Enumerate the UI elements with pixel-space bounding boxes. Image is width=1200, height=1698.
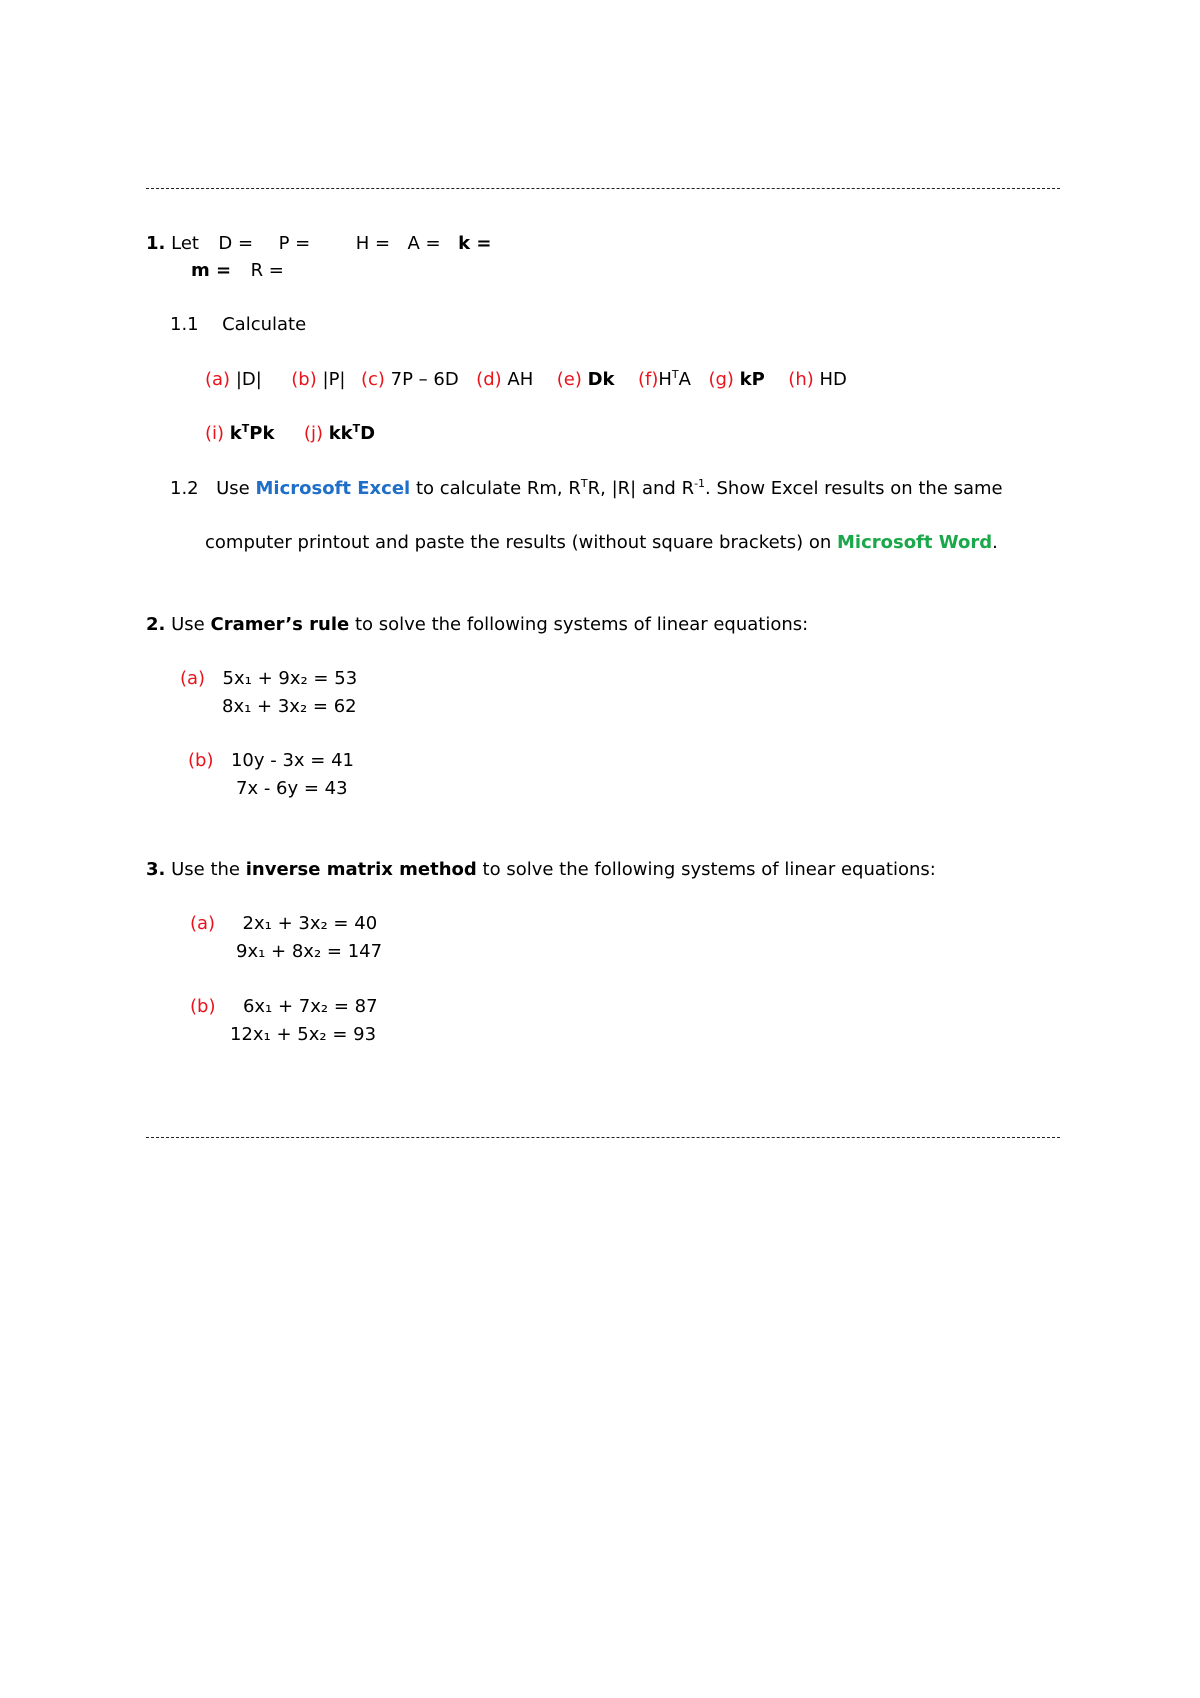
q3-heading — [146, 858, 936, 882]
q3-method: inverse matrix method — [245, 859, 477, 880]
q2-heading — [146, 613, 808, 637]
q3-a-label: (a) — [190, 913, 216, 934]
q2-b-eq1 — [188, 749, 354, 773]
matrix-a-label: A = — [407, 233, 441, 254]
vector-k-label: k = — [458, 233, 492, 254]
section-1-2-use: Use — [216, 478, 250, 499]
q2-a-eq2 — [222, 695, 357, 719]
part-j-tail: D — [360, 423, 376, 444]
part-g-expr: kP — [739, 369, 765, 390]
and-word: and — [641, 478, 676, 499]
vector-m-label: m = — [191, 260, 232, 281]
part-f-expr — [658, 369, 691, 390]
part-d-label: (d) — [476, 369, 502, 390]
q3-a-equation-1: 2x₁ + 3x₂ = 40 — [242, 913, 378, 934]
top-dashed-divider — [146, 188, 1060, 189]
q3-b-equation-2: 12x₁ + 5x₂ = 93 — [230, 1024, 377, 1045]
part-c-expr: 7P – 6D — [390, 369, 459, 390]
part-j-label: (j) — [303, 423, 323, 444]
q2-b-equation-2: 7x - 6y = 43 — [236, 778, 348, 799]
part-e-label: (e) — [556, 369, 582, 390]
q3-number: 3. — [146, 859, 166, 880]
part-h-label: (h) — [788, 369, 814, 390]
part-b-expr: |P| — [322, 369, 346, 390]
section-1-1-number: 1.1 — [170, 314, 199, 335]
parts-row-2 — [205, 422, 375, 446]
part-i-base: k — [229, 423, 242, 444]
q1-row2 — [191, 259, 284, 283]
q2-a-label: (a) — [180, 668, 206, 689]
rtr-expr — [568, 478, 605, 499]
section-1-1-title: Calculate — [222, 314, 307, 335]
q1-let-line — [146, 232, 491, 256]
q2-b-eq2 — [236, 777, 348, 801]
section-1-2-text-2: . Show Excel results on the same — [705, 478, 1003, 499]
section-1-1 — [170, 313, 306, 337]
q3-b-label: (b) — [190, 996, 216, 1017]
q3-a-eq1 — [190, 912, 377, 936]
section-1-2-line-2 — [205, 531, 998, 555]
q3-b-equation-1: 6x₁ + 7x₂ = 87 — [242, 996, 378, 1017]
let-word: Let — [171, 233, 199, 254]
rtr-superscript: T — [580, 477, 588, 490]
parts-row-1 — [205, 368, 847, 392]
matrix-p-label: P = — [278, 233, 311, 254]
r-inverse-expr — [682, 478, 705, 499]
part-b-label: (b) — [291, 369, 317, 390]
matrix-d-label: D = — [218, 233, 254, 254]
part-j-superscript: T — [352, 422, 361, 435]
part-f-superscript: T — [671, 368, 679, 381]
part-f-tail: A — [678, 369, 691, 390]
q3-use: Use the — [171, 859, 240, 880]
q2-a-equation-1: 5x₁ + 9x₂ = 53 — [222, 668, 358, 689]
part-i-tail: Pk — [249, 423, 275, 444]
rtr-tail: R, — [587, 478, 606, 499]
q3-a-eq2 — [236, 940, 382, 964]
bottom-dashed-divider — [146, 1137, 1060, 1138]
q2-rest: to solve the following systems of linear equations: — [354, 614, 809, 635]
det-r-expr: |R| — [611, 478, 637, 499]
section-1-2-text-3: computer printout and paste the results (without square brackets) on — [205, 532, 832, 553]
r-inverse-superscript: -1 — [694, 477, 706, 490]
part-f-label: (f) — [637, 369, 659, 390]
part-i-label: (i) — [205, 423, 225, 444]
q3-b-eq2 — [230, 1023, 376, 1047]
part-j-base: kk — [328, 423, 353, 444]
part-e-expr: Dk — [587, 369, 615, 390]
part-i-superscript: T — [241, 422, 250, 435]
q3-rest: to solve the following systems of linear equations: — [482, 859, 936, 880]
part-i-expr — [230, 423, 275, 444]
q3-b-eq1 — [190, 995, 378, 1019]
part-c-label: (c) — [360, 369, 385, 390]
q2-number: 2. — [146, 614, 166, 635]
part-g-label: (g) — [708, 369, 734, 390]
q2-b-label: (b) — [188, 750, 214, 771]
microsoft-excel-text: Microsoft Excel — [255, 478, 411, 499]
part-a-expr: |D| — [235, 369, 262, 390]
section-1-2-text-1: to calculate Rm, — [415, 478, 563, 499]
q2-use: Use — [171, 614, 205, 635]
rtr-base: R — [568, 478, 581, 499]
part-j-expr — [329, 423, 375, 444]
q2-a-equation-2: 8x₁ + 3x₂ = 62 — [222, 696, 357, 717]
q2-b-equation-1: 10y - 3x = 41 — [230, 750, 354, 771]
section-1-2-line-1 — [170, 477, 1003, 501]
r-inverse-base: R — [681, 478, 695, 499]
part-d-expr: AH — [507, 369, 534, 390]
microsoft-word-text: Microsoft Word — [836, 532, 993, 553]
section-1-2-period: . — [992, 532, 998, 553]
part-a-label: (a) — [205, 369, 231, 390]
q2-a-eq1 — [180, 667, 357, 691]
matrix-r-label: R = — [250, 260, 284, 281]
part-f-base: H — [658, 369, 672, 390]
q2-method: Cramer’s rule — [210, 614, 350, 635]
section-1-2-number: 1.2 — [170, 478, 199, 499]
q1-number: 1. — [146, 233, 166, 254]
matrix-h-label: H = — [355, 233, 391, 254]
q3-a-equation-2: 9x₁ + 8x₂ = 147 — [236, 941, 383, 962]
part-h-expr: HD — [819, 369, 847, 390]
